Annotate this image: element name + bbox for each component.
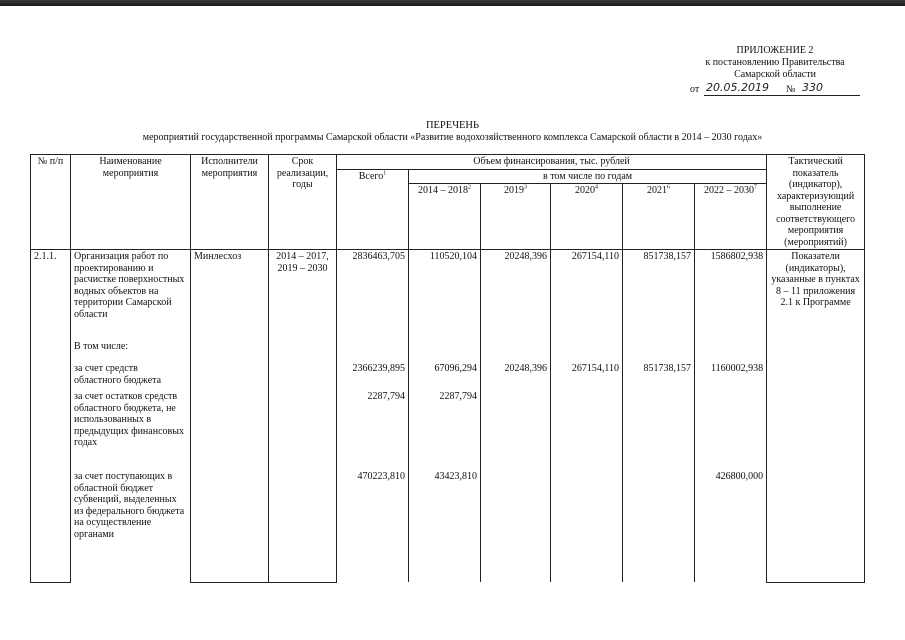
source-y1: 43423,810 [409,470,481,582]
handwritten-number: 330 [802,81,823,94]
number-label: № [786,84,796,95]
header-total: Всего$^1$ [337,169,409,250]
source-total: 2287,794 [337,390,409,470]
cell-y3: 267154,110 [551,250,623,341]
cell-y5: 1586802,938 [695,250,767,341]
header-year-2019: 2019$^3$ [481,184,551,250]
resolution-signature-line [690,82,860,96]
document-subtitle: мероприятий государственной программы Самарской области «Развитие водохозяйственного комплекса Самарской области в 2014 – 2030 годах» [142,132,763,143]
header-year-2014-2018: 2014 – 2018$^2$ [409,184,481,250]
header-year-2022-2030: 2022 – 2030$^7$ [695,184,767,250]
handwritten-date: 20.05.2019 [706,81,769,94]
document-title: ПЕРЕЧЕНЬ [425,120,480,131]
cell-num: 2.1.1. [31,250,71,583]
signature-underline [704,95,860,96]
header-term: Срок реализации, годы [269,155,337,250]
header-executors: Исполнители мероприятия [191,155,269,250]
source-y3 [551,470,623,582]
cell-total: 2836463,705 [337,250,409,341]
header-funding: Объем финансирования, тыс. рублей [337,155,767,170]
source-y1: 2287,794 [409,390,481,470]
header-year-2020: 2020$^4$ [551,184,623,250]
appendix-line-1: к постановлению Правительства [705,57,845,68]
header-year-2021: 2021$^6$ [623,184,695,250]
source-y3 [551,390,623,470]
header-num: № п/п [31,155,71,250]
cell-y4: 851738,157 [623,250,695,341]
source-y2 [481,470,551,582]
cell-name: Организация работ по проектированию и расчистке поверхностных водных объектов на территории Самарской области [71,250,191,341]
appendix-title: ПРИЛОЖЕНИЕ 2 [736,45,814,56]
source-y5 [695,390,767,470]
cell-executor: Минлесхоз [191,250,269,583]
from-label: от [690,84,700,95]
source-y5: 426800,000 [695,470,767,582]
source-y3: 267154,110 [551,362,623,390]
header-by-years: в том числе по годам [409,169,767,184]
table-row [31,390,865,470]
header-name: Наименование мероприятия [71,155,191,250]
cell-y2: 20248,396 [481,250,551,341]
source-y1: 67096,294 [409,362,481,390]
table-row [31,250,865,341]
cell-y1: 110520,104 [409,250,481,341]
cell-term: 2014 – 2017, 2019 – 2030 [269,250,337,583]
header-indicator: Тактический показатель (индикатор), характеризующий выполнение соответствующего мероприятия (мероприятий) [767,155,865,250]
source-name: за счет средств областного бюджета [71,362,191,390]
appendix-block [690,45,860,96]
source-y4: 851738,157 [623,362,695,390]
source-y2: 20248,396 [481,362,551,390]
source-name: за счет поступающих в областной бюджет субвенций, выделенных из федерального бюджета на осуществление органами [71,470,191,582]
source-y5: 1160002,938 [695,362,767,390]
table-row [31,470,865,582]
source-total: 470223,810 [337,470,409,582]
measures-table [30,154,865,583]
source-y2 [481,390,551,470]
table-row [31,362,865,390]
appendix-line-2: Самарской области [734,69,816,80]
cell-indicator: Показатели (индикаторы), указанные в пунктах 8 – 11 приложения 2.1 к Программе [767,250,865,583]
source-name: за счет остатков средств областного бюджета, не использованных в предыдущих финансовых годах [71,390,191,470]
source-y4 [623,390,695,470]
including-label: В том числе: [71,340,191,362]
header-row-1 [31,155,865,170]
source-y4 [623,470,695,582]
source-total: 2366239,895 [337,362,409,390]
table-row [31,340,865,362]
scan-top-edge [0,0,905,6]
